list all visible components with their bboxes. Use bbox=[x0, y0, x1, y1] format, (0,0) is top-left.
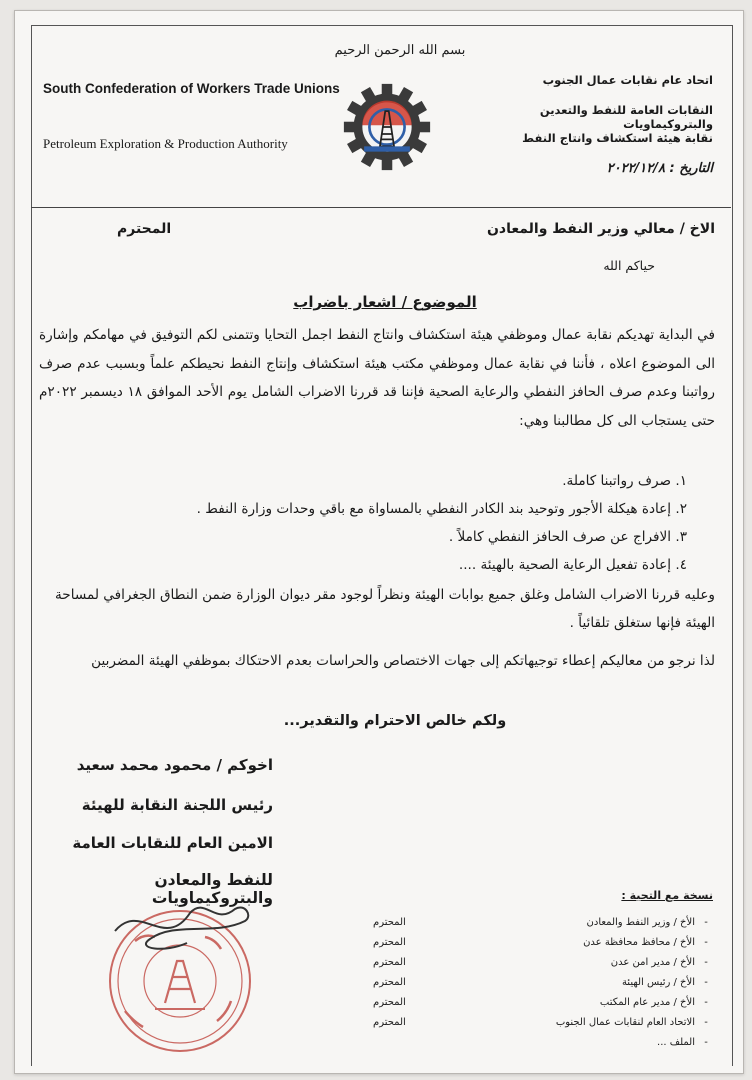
list-item: - الأخ / مدير عام المكتب المحترم bbox=[373, 993, 713, 1013]
union-logo-icon bbox=[343, 83, 431, 171]
english-org-subtitle: Petroleum Exploration & Production Authority bbox=[43, 136, 288, 151]
english-org-title: South Confederation of Workers Trade Unions bbox=[43, 81, 340, 96]
cc-list bbox=[373, 913, 713, 1053]
cc-recipient: الملف ... bbox=[657, 1037, 695, 1048]
arabic-org-line-3: نقابة هيئة استكشاف وانتاج النفط bbox=[522, 131, 713, 145]
signatory-name: اخوكم / محمود محمد سعيد bbox=[76, 756, 273, 774]
cc-honorific: المحترم bbox=[373, 977, 406, 988]
header-divider bbox=[31, 207, 731, 208]
list-item: - الأخ / وزير النفط والمعادن المحترم bbox=[373, 913, 713, 933]
signatory-title-1: رئيس اللجنة النقابة للهيئة bbox=[81, 796, 273, 814]
union-stamp-icon bbox=[95, 891, 265, 1061]
cc-honorific: المحترم bbox=[373, 957, 406, 968]
cc-recipient: الاتحاد العام لنقابات عمال الجنوب bbox=[555, 1017, 695, 1028]
cc-recipient: الأخ / محافظ محافظة عدن bbox=[583, 937, 695, 948]
list-item: ٣. الافراج عن صرف الحافز النفطي كاملاً . bbox=[448, 529, 687, 545]
list-item: - الأخ / مدير امن عدن المحترم bbox=[373, 953, 713, 973]
cc-recipient: الأخ / رئيس الهيئة bbox=[621, 977, 695, 988]
cc-honorific: المحترم bbox=[373, 1017, 406, 1028]
arabic-org-line-2: النقابات العامة للنفط والتعدين والبتروكيماويات bbox=[539, 103, 713, 131]
cc-honorific: المحترم bbox=[373, 917, 406, 928]
greeting: حياكم الله bbox=[603, 258, 655, 273]
arabic-org-line-1: اتحاد عام نقابات عمال الجنوب bbox=[542, 73, 713, 87]
cc-honorific: المحترم bbox=[373, 997, 406, 1008]
cc-honorific bbox=[373, 1033, 453, 1053]
cc-title: نسخة مع التحية : bbox=[621, 889, 713, 902]
date-label: التاريخ : bbox=[669, 161, 713, 176]
list-item: ٤. إعادة تفعيل الرعاية الصحية بالهيئة .... bbox=[458, 557, 687, 573]
cc-recipient: الأخ / مدير عام المكتب bbox=[599, 997, 695, 1008]
strike-notice-paragraph: وعليه قررنا الاضراب الشامل وغلق جميع بوابات الهيئة ونظراً لوجود مقر ديوان الوزارة ضمن النطاق الجغرافي لمساحة الهيئة فإنها ستغلق تلقائياً . bbox=[55, 587, 715, 631]
list-item: ٢. إعادة هيكلة الأجور وتوحيد بند الكادر النفطي بالمساواة مع باقي وحدات وزارة النفط . bbox=[196, 501, 687, 517]
request-paragraph: لذا نرجو من معاليكم إعطاء توجيهاتكم إلى جهات الاختصاص والحراسات بعدم الاحتكاك بموظفي الهيئة المضربين bbox=[91, 653, 715, 669]
letter-date bbox=[473, 161, 713, 176]
list-item: - الملف ... bbox=[373, 1033, 713, 1053]
list-item: - الأخ / رئيس الهيئة المحترم bbox=[373, 973, 713, 993]
list-item: ١. صرف رواتبنا كاملة. bbox=[562, 473, 687, 489]
recipient-line: الاخ / معالي وزير النفط والمعادن bbox=[486, 221, 715, 237]
bismillah: بسم الله الرحمن الرحيم bbox=[334, 43, 466, 58]
demands-list bbox=[39, 467, 715, 579]
signatory-title-3: للنفط والمعادن والبتروكيماويات bbox=[151, 871, 273, 907]
letter-sheet bbox=[14, 10, 744, 1074]
body-paragraph: في البداية تهديكم نقابة عمال وموظفي هيئة استكشاف وانتاج النفط اجمل التحايا وتتمنى لكم التوفيق في مهامكم وإشارة الى الموضوع اعلاه ، فأننا في نقابة عمال وموظفي مكتب هيئة استكشاف وإنتاج النفط نحيطكم علماً وبسبب عدم صرف رواتبنا وعدم صرف الحافز النفطي والرعاية الصحية فإننا قد قررنا الاضراب الشامل يوم الأحد الموافق ١٨ ديسمبر ٢٠٢٢م حتى يستجاب الى كل مطالبنا وهي: bbox=[39, 327, 715, 429]
date-value: ٢٠٢٢/١٢/٨ bbox=[606, 161, 665, 176]
cc-recipient: الأخ / وزير النفط والمعادن bbox=[586, 917, 695, 928]
signatory-title-2: الامين العام للنقابات العامة bbox=[72, 834, 273, 852]
recipient-honorific: المحترم bbox=[117, 221, 172, 237]
list-item: - الأخ / محافظ محافظة عدن المحترم bbox=[373, 933, 713, 953]
cc-recipient: الأخ / مدير امن عدن bbox=[610, 957, 695, 968]
cc-honorific: المحترم bbox=[373, 937, 406, 948]
closing-line: ولكم خالص الاحترام والتقدير... bbox=[283, 713, 507, 729]
list-item: - الاتحاد العام لنقابات عمال الجنوب المحترم bbox=[373, 1013, 713, 1033]
subject-line: الموضوع / اشعار باضراب bbox=[293, 293, 477, 311]
